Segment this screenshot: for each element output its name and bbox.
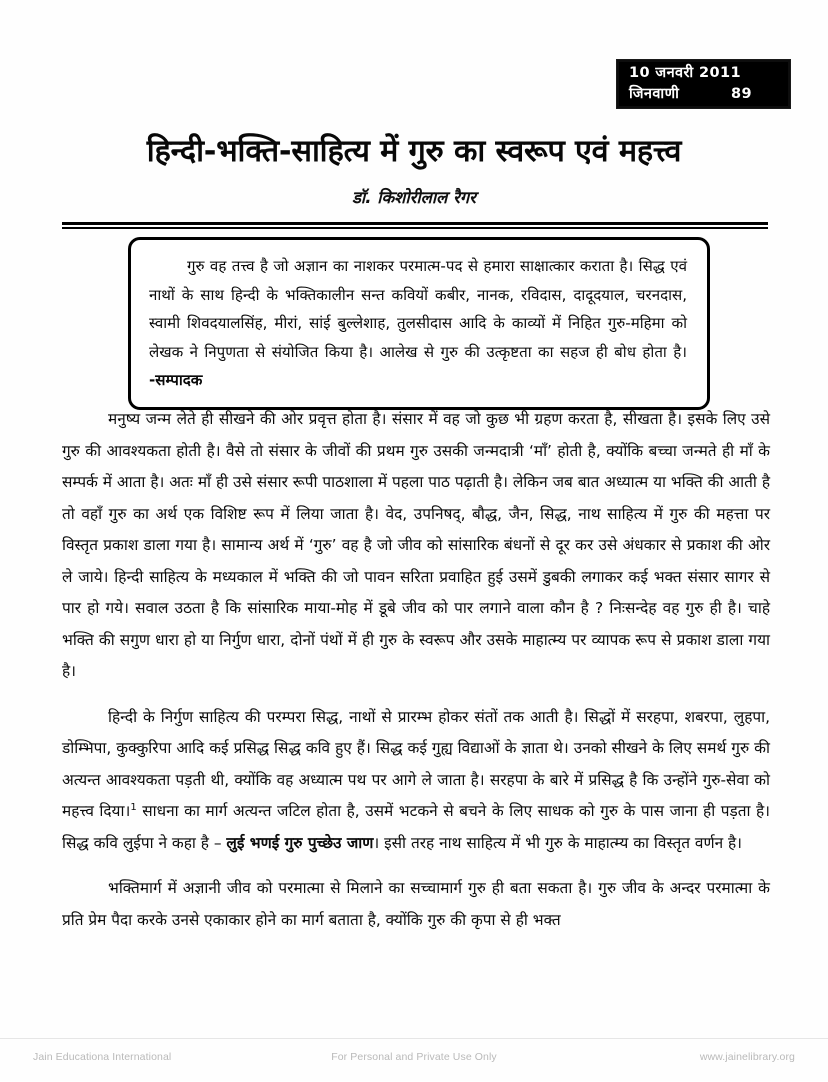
body-paragraph-2 xyxy=(62,702,770,860)
magazine-name: जिनवाणी xyxy=(629,86,680,102)
footer-organization: Jain Educationa International xyxy=(33,1051,172,1063)
abstract-body: गुरु वह तत्त्व है जो अज्ञान का नाशकर परमात्म-पद से हमारा साक्षात्कार कराता है। सिद्ध एवं नाथों के साथ हिन्दी के भक्तिकालीन सन्त कवियों कबीर, नानक, रविदास, दादूदयाल, चरनदास, स्वामी शिवदयालसिंह, मीरां, सांई बुल्लेशाह, तुलसीदास आदि के काव्यों में निहित गुरु-महिमा को लेखक ने निपुणता से संयोजित किया है। आलेख से गुरु की उत्कृष्टता का सहज ही बोध होता है। xyxy=(149,257,687,361)
issue-badge xyxy=(617,60,790,108)
abstract-text xyxy=(149,252,687,395)
body-paragraph-1: मनुष्य जन्म लेते ही सीखने की ओर प्रवृत्त होता है। संसार में वह जो कुछ भी ग्रहण करता है, सीखता है। इसके लिए उसे गुरु की आवश्यकता होती है। वैसे तो संसार के जीवों की प्रथम गुरु उसकी जन्मदात्री ‘माँ’ होती है, क्योंकि बच्चा जन्मते ही माँ के सम्पर्क में आता है। अतः माँ ही उसे संसार रूपी पाठशाला में पहला पाठ पढ़ाती है। लेकिन जब बात अध्यात्म या भक्ति की आती है तो वहाँ गुरु का अर्थ एक विशिष्ट रूप में लिया जाता है। वेद, उपनिषद्, बौद्ध, जैन, सिद्ध, नाथ साहित्य में गुरु की महत्ता पर विस्तृत प्रकाश डाला गया है। सामान्य अर्थ में ‘गुरु’ वह है जो जीव को सांसारिक बंधनों से दूर कर उसे अंधकार से प्रकाश की ओर ले जाये। हिन्दी साहित्य के मध्यकाल में भक्ति की जो पावन सरिता प्रवाहित हुई उसमें डुबकी लगाकर कई भक्त संसार सागर से पार हो गये। सवाल उठता है कि सांसारिक माया-मोह में डूबे जीव को पार लगाने वाला कौन है ? निःसन्देह वह गुरु ही है। चाहे भक्ति की सगुण धारा हो या निर्गुण धारा, दोनों पंथों में ही गुरु के स्वरूप और उसके माहात्म्य पर व्यापक रूप से प्रकाश डाला गया है। xyxy=(62,410,770,680)
page-footer xyxy=(0,1038,828,1082)
paragraph-2-middle: साधना का मार्ग अत्यन्त जटिल होता है, उसमें भटकने से बचने के लिए साधक को गुरु के पास जाना ही पड़ता है। सिद्ध कवि लुईपा ने कहा है – xyxy=(62,802,770,852)
article-author: डॉ. किशोरीलाल रैगर xyxy=(352,188,476,207)
footer-website-url[interactable]: www.jainelibrary.org xyxy=(699,1051,795,1063)
issue-date: 10 जनवरी 2011 xyxy=(629,65,741,81)
issue-magazine-row xyxy=(629,84,778,105)
verse-quote: लुई भणई गुरु पुच्छेउ जाण xyxy=(226,833,374,852)
page-title: हिन्दी-भक्ति-साहित्य में गुरु का स्वरूप एवं महत्त्व xyxy=(146,134,682,169)
footer-usage-notice: For Personal and Private Use Only xyxy=(331,1051,497,1063)
paragraph-2-lead: हिन्दी के निर्गुण साहित्य की परम्परा सिद्ध, नाथों से प्रारम्भ होकर संतों तक आती है। सिद्धों में सरहपा, शबरपा, लुहपा, डोम्भिपा, कुक्कुरिपा आदि कई प्रसिद्ध सिद्ध कवि हुए हैं। सिद्ध कई गुह्य विद्याओं के ज्ञाता थे। उनको सीखने के लिए समर्थ गुरु की अत्यन्त आवश्यकता पड़ती थी, क्योंकि वह अध्यात्म पथ पर आगे ले जाता है। सरहपा के बारे में प्रसिद्ध है कि उन्होंने गुरु-सेवा को महत्त्व दिया। xyxy=(62,707,770,820)
divider-thin-line xyxy=(62,227,768,229)
divider-thick-line xyxy=(62,222,768,225)
abstract-box xyxy=(128,237,710,410)
footnote-marker: 1 xyxy=(130,801,137,813)
paragraph-2-tail: । इसी तरह नाथ साहित्य में भी गुरु के माहात्म्य का विस्तृत वर्णन है। xyxy=(373,833,743,852)
page-number: 89 xyxy=(731,86,752,102)
header-divider xyxy=(62,222,768,230)
abstract-editor-signature: -सम्पादक xyxy=(149,371,203,389)
body-paragraph-3: भक्तिमार्ग में अज्ञानी जीव को परमात्मा से मिलाने का सच्चामार्ग गुरु ही बता सकता है। गुरु जीव के अन्दर परमात्मा के प्रति प्रेम पैदा करके उनसे एकाकार होने का मार्ग बताता है, क्योंकि गुरु की कृपा से ही भक्त xyxy=(62,879,770,929)
article-body xyxy=(62,404,770,936)
